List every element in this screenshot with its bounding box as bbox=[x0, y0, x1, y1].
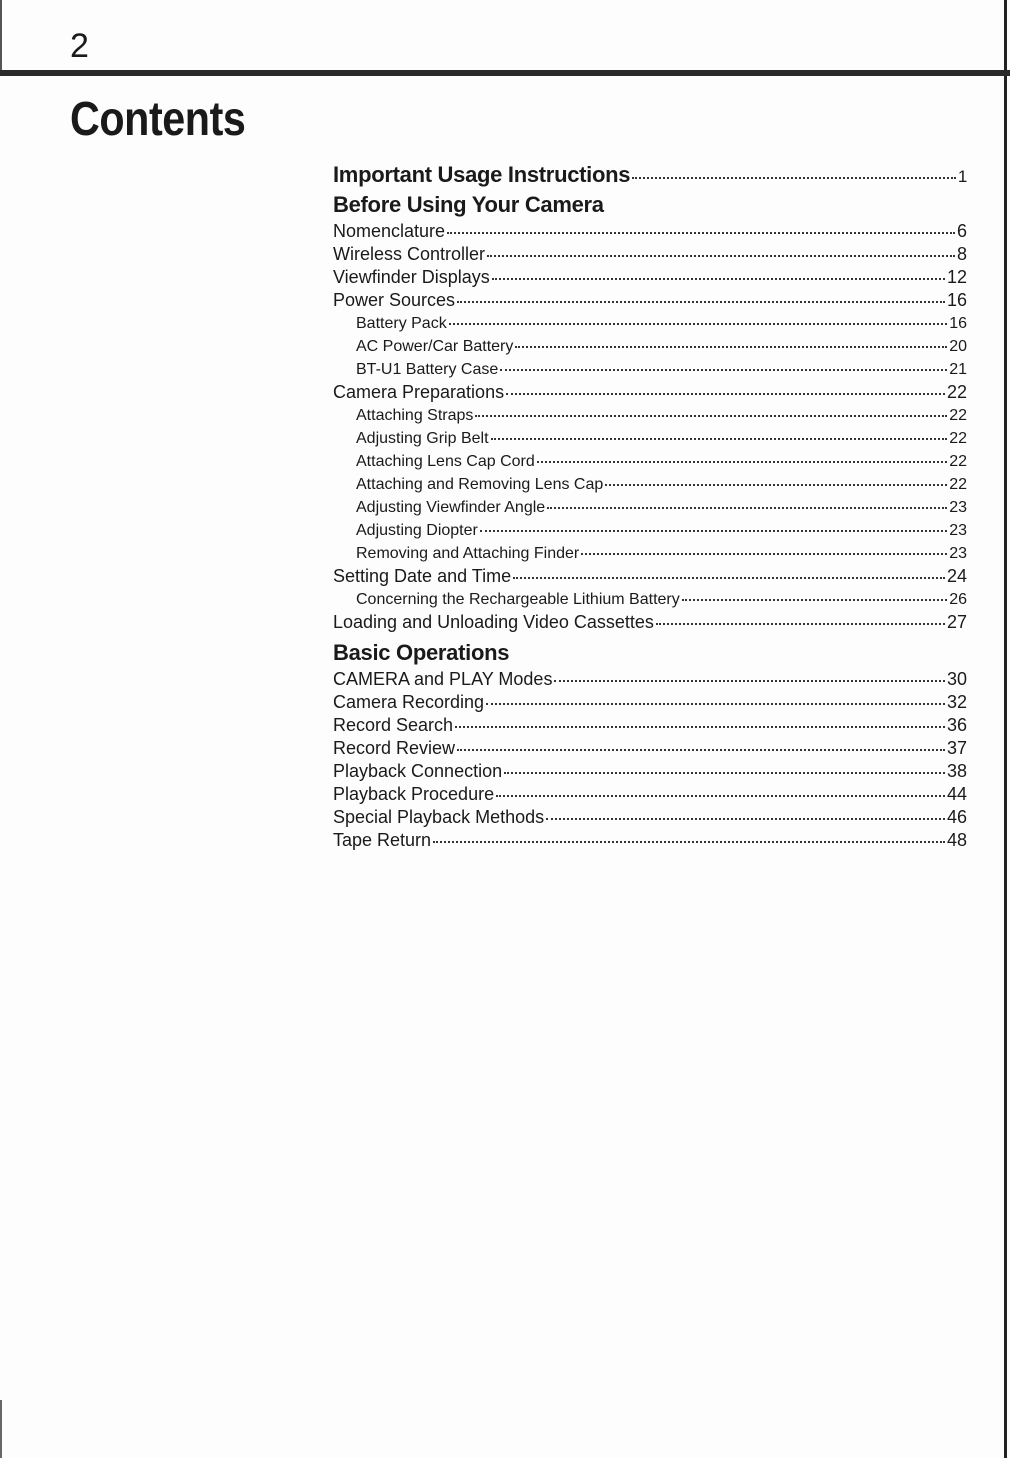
section-heading: Before Using Your Camera bbox=[333, 192, 604, 217]
toc-entry-label: Nomenclature bbox=[333, 221, 446, 241]
toc-entry-label: Concerning the Rechargeable Lithium Battery bbox=[356, 591, 680, 608]
toc-entry-label: Viewfinder Displays bbox=[333, 267, 490, 287]
toc-entry-page: 23 bbox=[949, 499, 967, 516]
toc-entry-label: Playback Procedure bbox=[333, 784, 495, 804]
toc-entry-page: 22 bbox=[946, 382, 967, 402]
toc-entry-label: Power Sources bbox=[333, 290, 456, 310]
toc-entry[interactable] bbox=[333, 266, 967, 289]
toc-entry-page: 16 bbox=[949, 315, 967, 332]
toc-entry-page: 1 bbox=[957, 167, 967, 186]
toc-entry-page: 44 bbox=[946, 784, 967, 804]
toc-entry-label: Camera Recording bbox=[333, 692, 485, 712]
dot-leader bbox=[537, 461, 947, 463]
toc-entry[interactable] bbox=[333, 519, 967, 542]
toc-entry-label: Important Usage Instructions bbox=[333, 162, 631, 187]
toc-entry-page: 36 bbox=[946, 715, 967, 735]
section-entries bbox=[333, 220, 967, 634]
toc-entry-label: Camera Preparations bbox=[333, 382, 505, 402]
toc-entry-label: Attaching Lens Cap Cord bbox=[356, 453, 535, 470]
toc-entry[interactable] bbox=[333, 473, 967, 496]
toc-entry-label: Attaching and Removing Lens Cap bbox=[356, 476, 604, 493]
dot-leader bbox=[546, 818, 945, 820]
dot-leader bbox=[433, 841, 945, 843]
dot-leader bbox=[500, 369, 947, 371]
toc-entry[interactable] bbox=[333, 588, 967, 611]
dot-leader bbox=[496, 795, 945, 797]
toc-entry-page: 23 bbox=[949, 545, 967, 562]
dot-leader bbox=[515, 346, 947, 348]
toc-entry-page: 23 bbox=[949, 522, 967, 539]
toc-entry-page: 6 bbox=[956, 221, 967, 241]
toc-entry-label: Adjusting Diopter bbox=[356, 522, 478, 539]
toc-entry[interactable] bbox=[333, 806, 967, 829]
toc-entry-label: Adjusting Grip Belt bbox=[356, 430, 489, 447]
dot-leader bbox=[449, 323, 948, 325]
toc-entry[interactable] bbox=[333, 381, 967, 404]
toc-entry[interactable] bbox=[333, 565, 967, 588]
toc-entry-label: Battery Pack bbox=[356, 315, 447, 332]
dot-leader bbox=[547, 507, 947, 509]
toc-entry[interactable] bbox=[333, 691, 967, 714]
toc-entry-label: Tape Return bbox=[333, 830, 432, 850]
dot-leader bbox=[513, 577, 945, 579]
toc-entry-label: Record Search bbox=[333, 715, 454, 735]
toc-entry-label: Special Playback Methods bbox=[333, 807, 545, 827]
toc-entry-page: 16 bbox=[946, 290, 967, 310]
dot-leader bbox=[457, 749, 945, 751]
dot-leader bbox=[491, 438, 948, 440]
dot-leader bbox=[457, 301, 945, 303]
toc-entry[interactable] bbox=[333, 404, 967, 427]
dot-leader bbox=[486, 703, 945, 705]
toc-entry[interactable] bbox=[333, 220, 967, 243]
toc-entry[interactable] bbox=[333, 243, 967, 266]
toc-entry[interactable] bbox=[333, 668, 967, 691]
toc-entry-label: Record Review bbox=[333, 738, 456, 758]
dot-leader bbox=[554, 680, 945, 682]
toc-entry[interactable] bbox=[333, 542, 967, 565]
toc-entry-page: 32 bbox=[946, 692, 967, 712]
toc-entry-page: 12 bbox=[946, 267, 967, 287]
toc-entry-page: 48 bbox=[946, 830, 967, 850]
toc-entry-label: Adjusting Viewfinder Angle bbox=[356, 499, 546, 516]
header-rule bbox=[0, 70, 1010, 76]
dot-leader bbox=[475, 415, 947, 417]
toc-entry-page: 22 bbox=[949, 476, 967, 493]
toc-entry[interactable] bbox=[333, 496, 967, 519]
toc-entry[interactable] bbox=[333, 714, 967, 737]
toc-entry-label: Attaching Straps bbox=[356, 407, 474, 424]
page-title: Contents bbox=[70, 93, 246, 146]
scan-edge-left-bottom bbox=[0, 1400, 2, 1458]
scan-edge-left bbox=[0, 0, 2, 72]
toc-entry-label: BT-U1 Battery Case bbox=[356, 361, 499, 378]
toc-entry[interactable] bbox=[333, 358, 967, 381]
toc-entry-page: 24 bbox=[946, 566, 967, 586]
toc-entry-label: AC Power/Car Battery bbox=[356, 338, 514, 355]
table-of-contents bbox=[333, 160, 967, 852]
toc-entry[interactable] bbox=[333, 760, 967, 783]
dot-leader bbox=[682, 599, 947, 601]
toc-entry-page: 21 bbox=[949, 361, 967, 378]
dot-leader bbox=[632, 177, 956, 179]
toc-entry[interactable] bbox=[333, 737, 967, 760]
toc-entry-label: Playback Connection bbox=[333, 761, 503, 781]
dot-leader bbox=[447, 232, 955, 234]
toc-entry-page: 38 bbox=[946, 761, 967, 781]
dot-leader bbox=[506, 393, 945, 395]
toc-entry[interactable] bbox=[333, 289, 967, 312]
section-heading: Basic Operations bbox=[333, 640, 510, 665]
toc-entry-page: 27 bbox=[946, 612, 967, 632]
toc-entry[interactable] bbox=[333, 783, 967, 806]
dot-leader bbox=[455, 726, 945, 728]
toc-entry[interactable] bbox=[333, 312, 967, 335]
dot-leader bbox=[492, 278, 945, 280]
toc-entry-page: 8 bbox=[956, 244, 967, 264]
toc-entry[interactable] bbox=[333, 335, 967, 358]
dot-leader bbox=[487, 255, 955, 257]
toc-entry[interactable] bbox=[333, 829, 967, 852]
toc-entry-page: 22 bbox=[949, 453, 967, 470]
toc-entry-page: 30 bbox=[946, 669, 967, 689]
toc-entry-label: Setting Date and Time bbox=[333, 566, 512, 586]
toc-entry-label: Removing and Attaching Finder bbox=[356, 545, 580, 562]
toc-entry-page: 26 bbox=[949, 591, 967, 608]
toc-entry-label: Wireless Controller bbox=[333, 244, 486, 264]
dot-leader bbox=[504, 772, 945, 774]
dot-leader bbox=[605, 484, 947, 486]
toc-entry[interactable] bbox=[333, 427, 967, 450]
toc-entry[interactable] bbox=[333, 611, 967, 634]
toc-entry-page: 37 bbox=[946, 738, 967, 758]
dot-leader bbox=[480, 530, 947, 532]
toc-entry-page: 20 bbox=[949, 338, 967, 355]
toc-entry-page: 22 bbox=[949, 407, 967, 424]
toc-entry-label: CAMERA and PLAY Modes bbox=[333, 669, 553, 689]
scan-edge-right bbox=[1004, 0, 1007, 1458]
dot-leader bbox=[656, 623, 945, 625]
toc-entry-page: 22 bbox=[949, 430, 967, 447]
toc-entry-page: 46 bbox=[946, 807, 967, 827]
toc-entry[interactable] bbox=[333, 450, 967, 473]
toc-entry-label: Loading and Unloading Video Cassettes bbox=[333, 612, 654, 632]
section-entries bbox=[333, 668, 967, 852]
toc-entry-important[interactable] bbox=[333, 160, 967, 190]
page-number: 2 bbox=[70, 27, 89, 65]
dot-leader bbox=[581, 553, 947, 555]
